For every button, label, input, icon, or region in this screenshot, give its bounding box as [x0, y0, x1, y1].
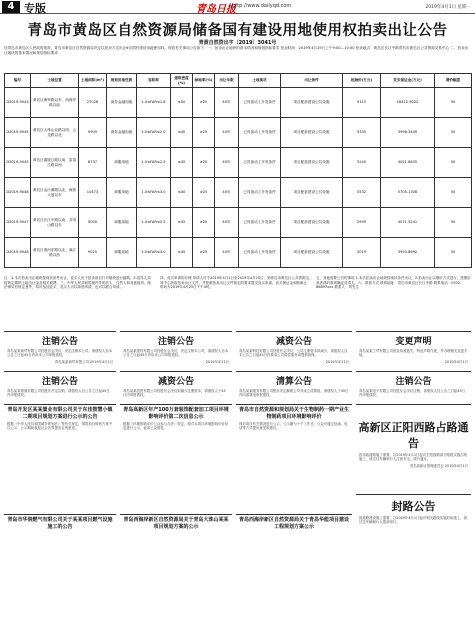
table-header-cell: 土地现状 [239, 74, 281, 88]
notice-body: 因市政道路施工需要，自2019年4月1日起对正阳西路部分路段实施占路施工，请过往车辆和行人注意安全，绕行通过。 [359, 453, 467, 462]
table-cell: ≤40 [171, 118, 193, 148]
notice-body: 青岛某某物流有限公司经股东决定注销，请债权人自公告之日起45日内申报债权。 [7, 389, 110, 398]
table-header-cell: 起始价(万元) [343, 74, 381, 88]
table-header-cell: 竞买保证金(万元) [381, 74, 435, 88]
table-cell: 2999 [343, 208, 381, 238]
table-cell: ≥25 [193, 178, 215, 208]
table-row [5, 208, 472, 238]
table-cell: 已具备动工开发条件 [239, 238, 281, 268]
notice-title: 注销公告 [157, 337, 194, 347]
table-cell: 3993.8692 [381, 238, 435, 268]
table-cell: 黄岛区淮河东路以北、漓江路以西 [31, 238, 79, 268]
notice-title: 减资公告 [157, 377, 194, 387]
table-cell: ≥20 [193, 148, 215, 178]
notice-biopharma-project [236, 404, 352, 512]
table-cell: 40年 [215, 208, 239, 238]
table-cell: 1.0≤FAR≤2.5 [137, 148, 171, 178]
table-cell: 1.0≤FAR≤2.0 [137, 118, 171, 148]
table-row [5, 118, 472, 148]
table-cell: 商服用地 [107, 238, 137, 268]
table-cell: 4071.5241 [381, 208, 435, 238]
notice-signature: 2019年4月1日 [325, 359, 349, 364]
notice-title: 变更声明 [395, 337, 432, 347]
notice-body: 根据《环境影响评价公众参与办法》规定，现对本项目环境影响评价信息进行公示，征求公众意见。 [123, 422, 229, 431]
table-cell: 商服用地 [107, 208, 137, 238]
section-name: 专版 [24, 2, 46, 15]
table-cell: 商务金融用地 [107, 118, 137, 148]
table-cell: 9000 [79, 208, 107, 238]
table-cell: 50 [435, 208, 472, 238]
notice-capital-reduction-1 [236, 331, 352, 369]
notice-signature: 青岛某某商贸有限公司 2019年4月1日 [54, 359, 113, 364]
notice-body: 青岛某某工贸有限公司营业执照遗失，特此声明作废，并办理相关变更手续。 [359, 349, 468, 358]
table-cell: 已具备动工开发条件 [239, 178, 281, 208]
table-cell: D2019-9045 [5, 148, 31, 178]
notice-title: 高新区正阳西路占路通告 [358, 421, 469, 450]
table-cell: 4051.8635 [381, 148, 435, 178]
table-cell: 27026 [79, 88, 107, 118]
table-cell: D2019-9048 [5, 238, 31, 268]
table-cell: 50 [435, 238, 472, 268]
notice-cancellation-3 [4, 371, 116, 401]
table-cell: 40年 [215, 88, 239, 118]
notice-title: 青岛市华润燃气有限公司关于某某项目燃气设施施工的公告 [7, 517, 113, 530]
table-cell: 9115 [343, 88, 381, 118]
table-cell: 40年 [215, 148, 239, 178]
table-header-cell: 规划用地性质 [107, 74, 137, 88]
table-cell: 3019 [343, 238, 381, 268]
table-cell: ≥25 [193, 88, 215, 118]
issue-date: 2019年4月1日 星期一 [425, 5, 471, 10]
table-header-cell: 容积率 [137, 74, 171, 88]
notice-title: 注销公告 [41, 377, 78, 387]
table-cell: 3996.3449 [381, 118, 435, 148]
table-cell: 18412.9022 [381, 88, 435, 118]
notice-title: 青岛西海岸新区自然资源局关于青岛大珠山某某项目规划方案的公示 [123, 517, 229, 530]
notice-capital-reduction-2 [120, 371, 232, 401]
notice-change-statement [356, 331, 471, 369]
table-cell: 黄岛区长江中路以南、井冈山路以东 [31, 208, 79, 238]
table-header-cell: 出让年限 [215, 74, 239, 88]
table-cell: 商服用地 [107, 148, 137, 178]
table-cell: 项目配套建设公共设施 [281, 238, 343, 268]
notice-title: 注销公告 [395, 377, 432, 387]
table-row [5, 148, 472, 178]
notice-signature: 2019年4月1日 [444, 359, 468, 364]
notice-title: 青岛市自然资源和规划局关于生物制药一期产业生物制药项目环境影响评价 [238, 407, 349, 420]
notice-cancellation-1 [4, 331, 116, 369]
notice-environment-assessment [120, 404, 232, 512]
table-cell: 5705.1308 [381, 178, 435, 208]
table-cell: ≤50 [171, 88, 193, 118]
table-cell: ≥25 [193, 118, 215, 148]
notice-planning-publicity [4, 404, 116, 512]
document-number: 青黄自然资出字〔2019〕3041号 [198, 40, 277, 46]
table-row [5, 178, 472, 208]
table-cell: 50 [435, 118, 472, 148]
notice-body: 青岛某某电子有限公司经股东会决议注销，请债权人自公告之日起45日内申报债权。 [359, 389, 466, 398]
notice-title: 注销公告 [41, 337, 78, 347]
table-cell: 项目配套建设公共设施 [281, 208, 343, 238]
table-cell: 3335 [343, 118, 381, 148]
land-table [4, 73, 471, 273]
table-cell: 黄岛区海军路以东、西海岸路以南 [31, 88, 79, 118]
table-cell: D2019-9046 [5, 178, 31, 208]
notice-cancellation-2 [120, 331, 232, 369]
notice-title: 青岛西海岸新区自然资源局关于青岛华能项目建设工程规划方案公示 [238, 517, 349, 530]
notice-title: 青岛开发区某某置业有限公司关于东佳智慧小镇二期项目规划方案进行公示的公告 [7, 407, 113, 420]
table-cell: 商服用地 [107, 178, 137, 208]
notice-signature: 青岛高新区管理委员会 2019年4月1日 [409, 463, 468, 468]
table-cell: 已具备动工开发条件 [239, 118, 281, 148]
table-header-cell: 编号 [5, 74, 31, 88]
notice-body: 根据《中华人民共和国城乡规划法》等有关规定，现将项目规划方案予以公示，公示期间欢迎社会各界提出宝贵意见。 [7, 422, 113, 431]
text-column-3: 五、其他需要公告的事项 1.本次拍卖出让地块按现状条件出让。2.拍卖出让以增价方式进行，按照价高者得的原则确定竞得人。六、联系方式 联系地址：青岛市黄岛区长江中路 联系电话：0532-86897xxx 联系人：刘先生 [316, 276, 471, 290]
table-cell: 40年 [215, 238, 239, 268]
table-header-cell: 出让条件 [281, 74, 343, 88]
table-header-cell: 土地位置 [31, 74, 79, 88]
table-header-cell: 增价幅度 [435, 74, 472, 88]
page-header [0, 0, 475, 14]
notice-title: 青岛高新区年产100万套装饰配套加工项目环境影响评价第二次信息公示 [123, 407, 229, 420]
table-cell: 10473 [79, 178, 107, 208]
table-cell: 50 [435, 178, 472, 208]
table-cell: 黄岛区金沙滩路以北、海滨大道以东 [31, 178, 79, 208]
table-cell: 项目配套建设公共设施 [281, 178, 343, 208]
table-cell: 商务金融用地 [107, 88, 137, 118]
notice-body: 青岛某某建材有限公司经股东会决议，决定注销本公司，请债权人自本公告之日起45日内向本公司申报债权。 [123, 349, 229, 358]
table-cell: ≤45 [171, 148, 193, 178]
table-header-cell: 土地面积(m²) [79, 74, 107, 88]
table-cell: 3532 [343, 178, 381, 208]
table-cell: 已具备动工开发条件 [239, 88, 281, 118]
table-cell: 已具备动工开发条件 [239, 208, 281, 238]
table-cell: ≤45 [171, 238, 193, 268]
table-cell: 黄岛区嘉陵江路以南、富春江路以西 [31, 148, 79, 178]
text-column-2: 四、竞买申请的办理 申请人可于2019年4月1日至2019年4月25日，到青岛市黄岛区公共资源交易中心获取拍卖出让文件，并按照拍卖出让文件规定的要求提交竞买申请。竞买保证金到账截止时间为2019年4月25日下午4时。 [160, 276, 310, 290]
notice-gas-construction [4, 514, 116, 614]
table-cell: D2019-9043 [5, 88, 31, 118]
notice-body: 因道路建设施工需要，自2019年4月1日起对相关路段实施封闭施工，请过往车辆和行人提前绕行。 [359, 516, 467, 525]
notice-road-occupation [356, 404, 471, 494]
table-cell: 3240 [343, 148, 381, 178]
notice-body: 现对项目有关情况进行公示，公示期为十个工作日，公众可通过信函、电话等方式提出意见和建议。 [239, 422, 348, 431]
notice-title: 清算公告 [275, 377, 312, 387]
notice-title: 封路公告 [391, 500, 436, 513]
notice-body: 青岛某某投资有限公司经股东会决议拟减少注册资本，请债权人于45日内申报债权。 [123, 389, 226, 398]
table-cell: 项目配套建设公共设施 [281, 88, 343, 118]
table-cell: ≤45 [171, 208, 193, 238]
table-cell: D2019-9044 [5, 118, 31, 148]
table-cell: 项目配套建设公共设施 [281, 118, 343, 148]
notice-signature: 2019年4月1日 [205, 359, 229, 364]
table-cell: 1.0≤FAR≤3.0 [137, 178, 171, 208]
table-cell: 1.0≤FAR≤2.5 [137, 208, 171, 238]
table-cell: 1.0≤FAR≤3.0 [137, 238, 171, 268]
announcement-text [4, 276, 471, 328]
text-column-1: 注：1.本次拍卖出让地块按现状条件出让，竞买人应于拍卖前自行对地块进行踏勘。2.竞得人须按规定缴纳土地出让金及相关税费。三、中华人民共和国境内外的法人、自然人和其他组织，除法律另有规定者外，均可参加竞买，竞买人可以单独申请，也可以联合申请。 [4, 276, 151, 290]
table-cell: 项目配套建设公共设施 [281, 148, 343, 178]
page-number: 4 [2, 1, 20, 13]
table-cell: ≥20 [193, 208, 215, 238]
table-cell: 50 [435, 88, 472, 118]
table-cell: 已具备动工开发条件 [239, 148, 281, 178]
table-cell: 6737 [79, 148, 107, 178]
intro-paragraph: 经青岛市黄岛区人民政府批准，青岛市黄岛区自然资源局决定以拍卖方式出让6宗国有建设用地使用权。现将有关事项公告如下：一、拍卖出让地块的基本情况和规划指标要求 拍卖时间：2019年4月29日上午9:00—10:00 拍卖地点：黄岛区长江中路青岛市黄岛区公共资源交易中心 二、拍卖出让地块的基本情况和规划指标要求 [4, 46, 469, 56]
notice-cancellation-4 [356, 371, 471, 401]
table-row [5, 88, 472, 118]
table-cell: 50 [435, 148, 472, 178]
table-header-cell: 建筑密度(%) [171, 74, 193, 88]
table-cell: 黄岛区大珠山北路以西、云龙路以北 [31, 118, 79, 148]
notice-body: 青岛某某科技有限公司经股东会决议，公司注册资本拟减少，请债权人自本公告之日起45日内要求公司清偿债务或提供担保。 [239, 349, 348, 358]
website-url[interactable]: http://www.dailyqd.com [232, 3, 292, 9]
notice-body: 青岛某某服务有限公司股东决定解散公司并成立清算组，请债权人于45日内向清算组申报债权。 [239, 389, 349, 398]
table-cell: ≥20 [193, 238, 215, 268]
masthead-logo: 青岛日报 [196, 4, 236, 15]
notice-dazhushan-planning [120, 514, 232, 614]
table-cell: ≤40 [171, 178, 193, 208]
table-header-cell: 绿地率(%) [193, 74, 215, 88]
table-cell: 40年 [215, 118, 239, 148]
table-row [5, 238, 472, 268]
notice-title: 减资公告 [275, 337, 312, 347]
notice-huaneng-planning [236, 514, 352, 614]
page-title: 青岛市黄岛区自然资源局储备国有建设用地使用权拍卖出让公告 [27, 23, 448, 39]
table-cell: 1.0≤FAR≤1.8 [137, 88, 171, 118]
table-cell: 40年 [215, 178, 239, 208]
notice-liquidation [236, 371, 352, 401]
notice-body: 青岛某某商贸有限公司经股东会决议，决定注销本公司，请债权人自本公告之日起45日内向本公司申报债权。 [7, 349, 113, 358]
table-cell: D2019-9047 [5, 208, 31, 238]
table-header-row [5, 74, 472, 88]
table-cell: 9025 [79, 238, 107, 268]
table-cell: 9909 [79, 118, 107, 148]
notice-road-closure [356, 494, 471, 572]
